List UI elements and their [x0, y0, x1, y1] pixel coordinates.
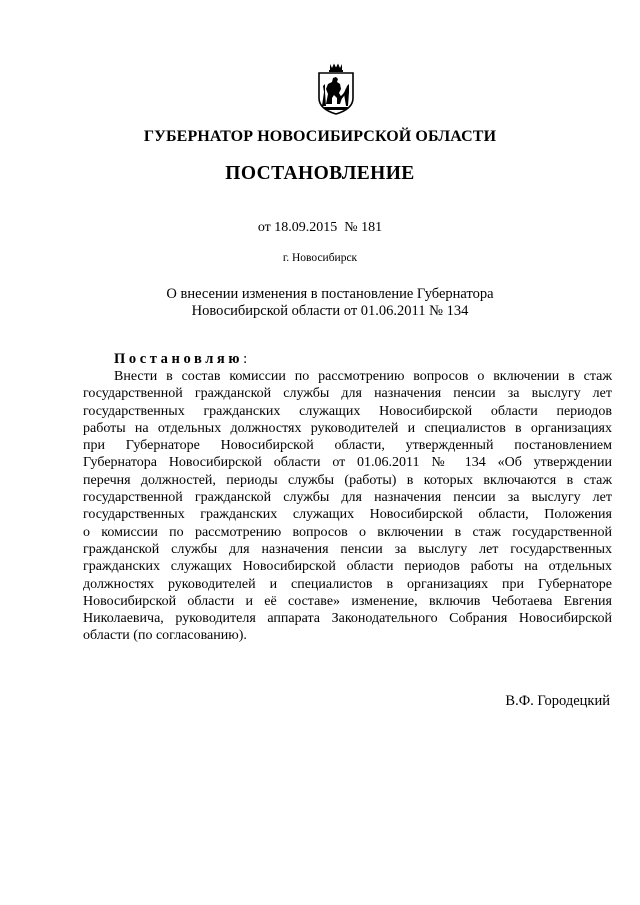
- decree-label: [114, 351, 247, 368]
- body-line: о комиссии по рассмотрению вопросов о включении в стаж государственной: [83, 524, 612, 540]
- body-line: Внести в состав комиссии по рассмотрению вопросов о включении в стаж: [114, 369, 612, 384]
- body-line: области (по согласованию).: [83, 628, 247, 644]
- body-line: государственных гражданских служащих Новосибирской области, Положения: [83, 507, 612, 523]
- city: г. Новосибирск: [282, 252, 358, 264]
- body-line: перечня должностей, периоды службы (работы) в которых включаются в стаж: [83, 472, 612, 488]
- subject-line: Новосибирской области от 01.06.2011 № 134: [191, 303, 469, 319]
- body-line: работы на отдельных должностях руководителей и специалистов в организациях: [83, 420, 612, 436]
- body-line: гражданских служащих Новосибирской области периодов работы на отдельных: [83, 559, 612, 575]
- org-title: ГУБЕРНАТОР НОВОСИБИРСКОЙ ОБЛАСТИ: [143, 128, 497, 145]
- body-line: должностях руководителей и специалистов в организациях при Губернаторе: [83, 576, 612, 592]
- document-type: ПОСТАНОВЛЕНИЕ: [225, 163, 415, 184]
- body-line: государственной гражданской службы для назначения пенсии за выслугу лет: [83, 490, 612, 506]
- body-line: государственной гражданской службы для назначения пенсии за выслугу лет: [83, 386, 612, 402]
- subject-line: О внесении изменения в постановление Губернатора: [166, 286, 494, 302]
- body-line: Губернатора Новосибирской области от 01.06.2011 № 134 «Об утверждении: [83, 455, 612, 471]
- body-line: при Губернаторе Новосибирской области, утвержденный постановлением: [83, 438, 612, 454]
- body-line: Николаевича, руководителя аппарата Законодательного Собрания Новосибирской: [83, 611, 612, 627]
- document-subject: [140, 286, 520, 320]
- body-line: гражданской службы для назначения пенсии за выслугу лет государственных: [83, 541, 612, 557]
- body-line: Новосибирской области и её составе» изменение, включив Чеботаева Евгения: [83, 593, 612, 609]
- decree-body: [83, 368, 612, 645]
- document-date-number: от 18.09.2015 № 181: [257, 220, 383, 235]
- novosibirsk-coat-of-arms-icon: [316, 62, 356, 116]
- signature-name: В.Ф. Городецкий: [505, 693, 610, 709]
- decree-label-text: Постановляю: [114, 351, 244, 367]
- decree-label-colon: :: [243, 351, 248, 367]
- body-line: государственных гражданских служащих Новосибирской области периодов: [83, 403, 612, 419]
